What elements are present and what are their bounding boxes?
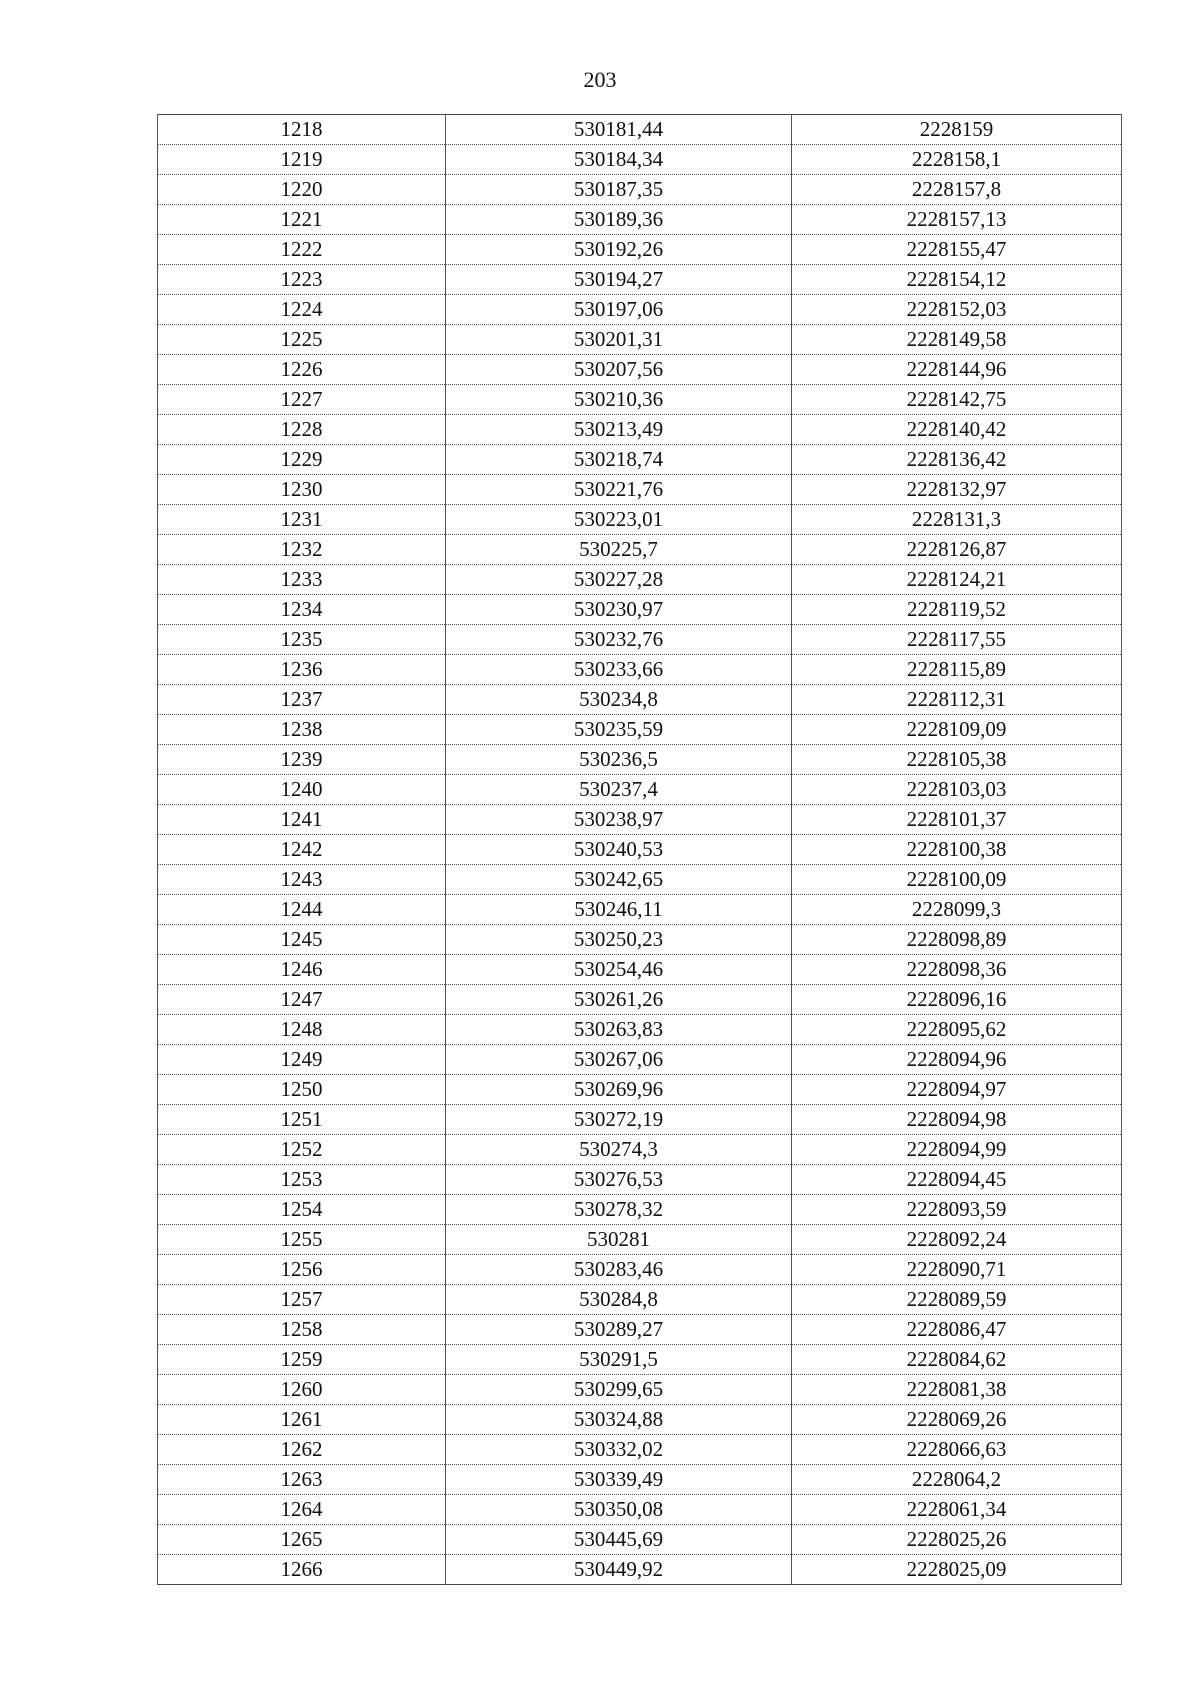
table-row [158, 1525, 1122, 1555]
x-coordinate-cell: 530350,08 [446, 1495, 792, 1525]
x-coordinate-cell: 530227,28 [446, 565, 792, 595]
x-coordinate-cell: 530274,3 [446, 1135, 792, 1165]
y-coordinate-cell: 2228103,03 [792, 775, 1122, 805]
table-row [158, 1045, 1122, 1075]
x-coordinate-cell: 530289,27 [446, 1315, 792, 1345]
y-coordinate-cell: 2228100,09 [792, 865, 1122, 895]
point-number-cell: 1222 [158, 235, 446, 265]
y-coordinate-cell: 2228025,09 [792, 1555, 1122, 1585]
y-coordinate-cell: 2228158,1 [792, 145, 1122, 175]
x-coordinate-cell: 530284,8 [446, 1285, 792, 1315]
x-coordinate-cell: 530276,53 [446, 1165, 792, 1195]
y-coordinate-cell: 2228157,13 [792, 205, 1122, 235]
table-row [158, 1435, 1122, 1465]
y-coordinate-cell: 2228105,38 [792, 745, 1122, 775]
x-coordinate-cell: 530299,65 [446, 1375, 792, 1405]
y-coordinate-cell: 2228149,58 [792, 325, 1122, 355]
y-coordinate-cell: 2228061,34 [792, 1495, 1122, 1525]
y-coordinate-cell: 2228095,62 [792, 1015, 1122, 1045]
table-row [158, 595, 1122, 625]
page-number: 203 [583, 67, 617, 92]
x-coordinate-cell: 530269,96 [446, 1075, 792, 1105]
table-row [158, 445, 1122, 475]
y-coordinate-cell: 2228069,26 [792, 1405, 1122, 1435]
y-coordinate-cell: 2228144,96 [792, 355, 1122, 385]
point-number-cell: 1242 [158, 835, 446, 865]
point-number-cell: 1259 [158, 1345, 446, 1375]
x-coordinate-cell: 530332,02 [446, 1435, 792, 1465]
table-row [158, 655, 1122, 685]
x-coordinate-cell: 530246,11 [446, 895, 792, 925]
x-coordinate-cell: 530254,46 [446, 955, 792, 985]
table-row [158, 1465, 1122, 1495]
y-coordinate-cell: 2228109,09 [792, 715, 1122, 745]
x-coordinate-cell: 530189,36 [446, 205, 792, 235]
y-coordinate-cell: 2228100,38 [792, 835, 1122, 865]
x-coordinate-cell: 530194,27 [446, 265, 792, 295]
x-coordinate-cell: 530339,49 [446, 1465, 792, 1495]
x-coordinate-cell: 530207,56 [446, 355, 792, 385]
table-row [158, 1495, 1122, 1525]
x-coordinate-cell: 530267,06 [446, 1045, 792, 1075]
x-coordinate-cell: 530201,31 [446, 325, 792, 355]
y-coordinate-cell: 2228152,03 [792, 295, 1122, 325]
y-coordinate-cell: 2228090,71 [792, 1255, 1122, 1285]
table-row [158, 205, 1122, 235]
point-number-cell: 1226 [158, 355, 446, 385]
point-number-cell: 1224 [158, 295, 446, 325]
table-row [158, 835, 1122, 865]
y-coordinate-cell: 2228094,96 [792, 1045, 1122, 1075]
table-row [158, 175, 1122, 205]
point-number-cell: 1245 [158, 925, 446, 955]
table-row [158, 1555, 1122, 1585]
table-row [158, 325, 1122, 355]
y-coordinate-cell: 2228094,97 [792, 1075, 1122, 1105]
point-number-cell: 1233 [158, 565, 446, 595]
x-coordinate-cell: 530291,5 [446, 1345, 792, 1375]
table-row [158, 865, 1122, 895]
point-number-cell: 1244 [158, 895, 446, 925]
table-row [158, 1015, 1122, 1045]
y-coordinate-cell: 2228084,62 [792, 1345, 1122, 1375]
y-coordinate-cell: 2228092,24 [792, 1225, 1122, 1255]
point-number-cell: 1223 [158, 265, 446, 295]
y-coordinate-cell: 2228093,59 [792, 1195, 1122, 1225]
x-coordinate-cell: 530192,26 [446, 235, 792, 265]
y-coordinate-cell: 2228086,47 [792, 1315, 1122, 1345]
y-coordinate-cell: 2228136,42 [792, 445, 1122, 475]
coordinates-table [157, 114, 1122, 1585]
point-number-cell: 1225 [158, 325, 446, 355]
y-coordinate-cell: 2228154,12 [792, 265, 1122, 295]
y-coordinate-cell: 2228131,3 [792, 505, 1122, 535]
point-number-cell: 1229 [158, 445, 446, 475]
point-number-cell: 1220 [158, 175, 446, 205]
x-coordinate-cell: 530237,4 [446, 775, 792, 805]
y-coordinate-cell: 2228066,63 [792, 1435, 1122, 1465]
y-coordinate-cell: 2228126,87 [792, 535, 1122, 565]
table-row [158, 1255, 1122, 1285]
point-number-cell: 1262 [158, 1435, 446, 1465]
point-number-cell: 1263 [158, 1465, 446, 1495]
y-coordinate-cell: 2228119,52 [792, 595, 1122, 625]
table-row [158, 895, 1122, 925]
x-coordinate-cell: 530230,97 [446, 595, 792, 625]
table-row [158, 715, 1122, 745]
table-row [158, 505, 1122, 535]
x-coordinate-cell: 530187,35 [446, 175, 792, 205]
x-coordinate-cell: 530324,88 [446, 1405, 792, 1435]
point-number-cell: 1234 [158, 595, 446, 625]
x-coordinate-cell: 530233,66 [446, 655, 792, 685]
table-row [158, 475, 1122, 505]
point-number-cell: 1261 [158, 1405, 446, 1435]
point-number-cell: 1235 [158, 625, 446, 655]
point-number-cell: 1238 [158, 715, 446, 745]
point-number-cell: 1254 [158, 1195, 446, 1225]
x-coordinate-cell: 530213,49 [446, 415, 792, 445]
point-number-cell: 1247 [158, 985, 446, 1015]
x-coordinate-cell: 530250,23 [446, 925, 792, 955]
point-number-cell: 1246 [158, 955, 446, 985]
table-row [158, 355, 1122, 385]
table-row [158, 1405, 1122, 1435]
x-coordinate-cell: 530236,5 [446, 745, 792, 775]
x-coordinate-cell: 530218,74 [446, 445, 792, 475]
y-coordinate-cell: 2228081,38 [792, 1375, 1122, 1405]
x-coordinate-cell: 530234,8 [446, 685, 792, 715]
x-coordinate-cell: 530240,53 [446, 835, 792, 865]
y-coordinate-cell: 2228115,89 [792, 655, 1122, 685]
table-row [158, 235, 1122, 265]
point-number-cell: 1248 [158, 1015, 446, 1045]
table-row [158, 145, 1122, 175]
y-coordinate-cell: 2228117,55 [792, 625, 1122, 655]
point-number-cell: 1265 [158, 1525, 446, 1555]
point-number-cell: 1221 [158, 205, 446, 235]
table-row [158, 955, 1122, 985]
y-coordinate-cell: 2228025,26 [792, 1525, 1122, 1555]
table-row [158, 265, 1122, 295]
x-coordinate-cell: 530197,06 [446, 295, 792, 325]
y-coordinate-cell: 2228124,21 [792, 565, 1122, 595]
point-number-cell: 1243 [158, 865, 446, 895]
point-number-cell: 1258 [158, 1315, 446, 1345]
point-number-cell: 1237 [158, 685, 446, 715]
point-number-cell: 1239 [158, 745, 446, 775]
y-coordinate-cell: 2228159 [792, 115, 1122, 145]
point-number-cell: 1240 [158, 775, 446, 805]
table-row [158, 805, 1122, 835]
table-row [158, 1345, 1122, 1375]
point-number-cell: 1227 [158, 385, 446, 415]
y-coordinate-cell: 2228094,45 [792, 1165, 1122, 1195]
table-row [158, 625, 1122, 655]
x-coordinate-cell: 530221,76 [446, 475, 792, 505]
point-number-cell: 1241 [158, 805, 446, 835]
table-row [158, 925, 1122, 955]
x-coordinate-cell: 530272,19 [446, 1105, 792, 1135]
point-number-cell: 1232 [158, 535, 446, 565]
y-coordinate-cell: 2228101,37 [792, 805, 1122, 835]
x-coordinate-cell: 530261,26 [446, 985, 792, 1015]
point-number-cell: 1250 [158, 1075, 446, 1105]
point-number-cell: 1249 [158, 1045, 446, 1075]
point-number-cell: 1228 [158, 415, 446, 445]
table-row [158, 115, 1122, 145]
point-number-cell: 1253 [158, 1165, 446, 1195]
y-coordinate-cell: 2228098,89 [792, 925, 1122, 955]
point-number-cell: 1230 [158, 475, 446, 505]
table-row [158, 1075, 1122, 1105]
table-row [158, 1225, 1122, 1255]
y-coordinate-cell: 2228098,36 [792, 955, 1122, 985]
x-coordinate-cell: 530210,36 [446, 385, 792, 415]
y-coordinate-cell: 2228099,3 [792, 895, 1122, 925]
y-coordinate-cell: 2228089,59 [792, 1285, 1122, 1315]
table-row [158, 745, 1122, 775]
x-coordinate-cell: 530181,44 [446, 115, 792, 145]
y-coordinate-cell: 2228112,31 [792, 685, 1122, 715]
y-coordinate-cell: 2228155,47 [792, 235, 1122, 265]
x-coordinate-cell: 530242,65 [446, 865, 792, 895]
y-coordinate-cell: 2228094,99 [792, 1135, 1122, 1165]
table-row [158, 775, 1122, 805]
point-number-cell: 1256 [158, 1255, 446, 1285]
point-number-cell: 1255 [158, 1225, 446, 1255]
x-coordinate-cell: 530223,01 [446, 505, 792, 535]
y-coordinate-cell: 2228140,42 [792, 415, 1122, 445]
point-number-cell: 1218 [158, 115, 446, 145]
table-row [158, 385, 1122, 415]
x-coordinate-cell: 530232,76 [446, 625, 792, 655]
x-coordinate-cell: 530225,7 [446, 535, 792, 565]
x-coordinate-cell: 530184,34 [446, 145, 792, 175]
x-coordinate-cell: 530281 [446, 1225, 792, 1255]
coordinates-table-body [158, 115, 1122, 1585]
x-coordinate-cell: 530449,92 [446, 1555, 792, 1585]
table-row [158, 1105, 1122, 1135]
x-coordinate-cell: 530278,32 [446, 1195, 792, 1225]
table-row [158, 1285, 1122, 1315]
y-coordinate-cell: 2228094,98 [792, 1105, 1122, 1135]
y-coordinate-cell: 2228157,8 [792, 175, 1122, 205]
x-coordinate-cell: 530263,83 [446, 1015, 792, 1045]
x-coordinate-cell: 530445,69 [446, 1525, 792, 1555]
point-number-cell: 1219 [158, 145, 446, 175]
x-coordinate-cell: 530235,59 [446, 715, 792, 745]
point-number-cell: 1252 [158, 1135, 446, 1165]
point-number-cell: 1266 [158, 1555, 446, 1585]
table-row [158, 415, 1122, 445]
table-row [158, 985, 1122, 1015]
table-row [158, 1375, 1122, 1405]
table-row [158, 295, 1122, 325]
table-row [158, 535, 1122, 565]
point-number-cell: 1257 [158, 1285, 446, 1315]
point-number-cell: 1231 [158, 505, 446, 535]
table-row [158, 565, 1122, 595]
y-coordinate-cell: 2228142,75 [792, 385, 1122, 415]
point-number-cell: 1251 [158, 1105, 446, 1135]
y-coordinate-cell: 2228064,2 [792, 1465, 1122, 1495]
point-number-cell: 1264 [158, 1495, 446, 1525]
table-row [158, 1165, 1122, 1195]
point-number-cell: 1236 [158, 655, 446, 685]
x-coordinate-cell: 530283,46 [446, 1255, 792, 1285]
table-row [158, 685, 1122, 715]
table-row [158, 1315, 1122, 1345]
table-row [158, 1135, 1122, 1165]
y-coordinate-cell: 2228132,97 [792, 475, 1122, 505]
point-number-cell: 1260 [158, 1375, 446, 1405]
x-coordinate-cell: 530238,97 [446, 805, 792, 835]
table-row [158, 1195, 1122, 1225]
y-coordinate-cell: 2228096,16 [792, 985, 1122, 1015]
